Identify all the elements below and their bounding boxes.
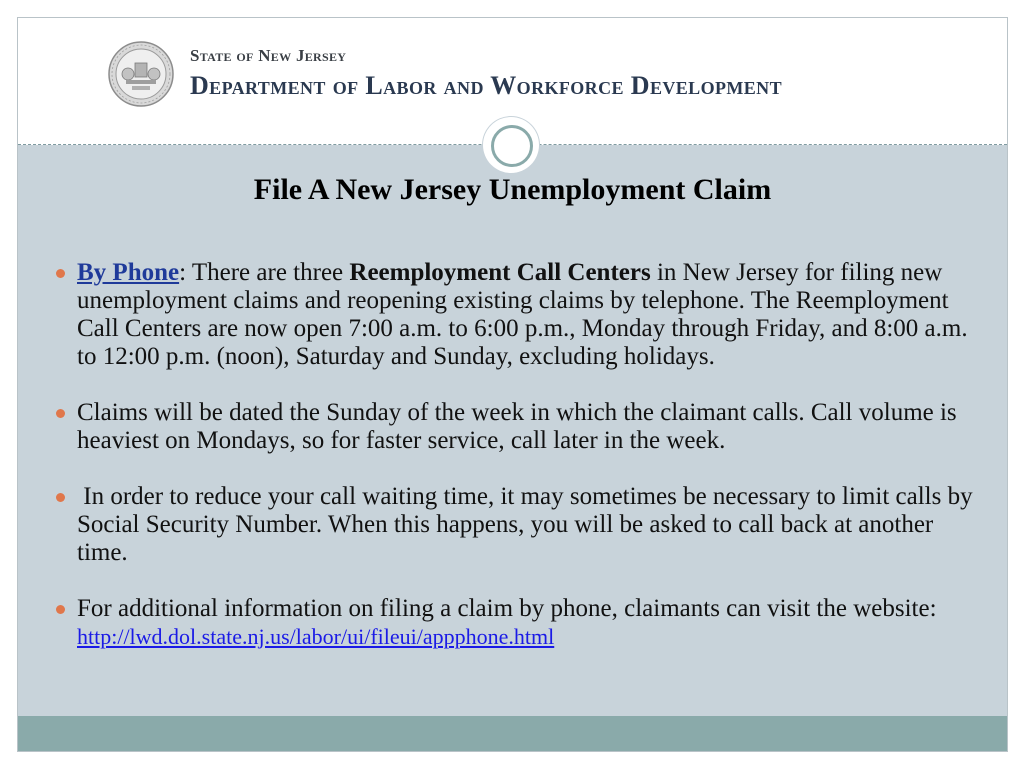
footer-band xyxy=(18,716,1007,751)
bullet-icon xyxy=(56,269,65,278)
list-item xyxy=(56,259,986,371)
header-state-name: State of New Jersey xyxy=(190,46,347,65)
list-item xyxy=(56,595,986,651)
bullet-list xyxy=(56,259,986,651)
bullet-icon xyxy=(56,409,65,418)
list-item xyxy=(56,399,986,455)
divider-circle-inner xyxy=(491,125,533,167)
bullet-text: in New Jersey for filing new unemployment claims and reopening existing claims by telephone. The Reemployment Call Centers are now open 7:00 a.m. to 6:00 p.m., Monday through Friday, and 8:00 a.m. to 12:00 p.m. (noon), Saturday and Sunday, excluding holidays. xyxy=(77,259,968,370)
bullet-text: Claims will be dated the Sunday of the week in which the claimant calls. Call volume is heaviest on Mondays, so for faster service, call later in the week. xyxy=(77,399,957,454)
slide xyxy=(17,17,1008,752)
bullet-separator: : xyxy=(179,259,187,286)
divider-circle-ornament xyxy=(483,117,539,173)
content-panel xyxy=(18,145,1007,716)
header-department-name: Department of Labor and Workforce Development xyxy=(190,71,782,100)
bullet-text: In order to reduce your call waiting time, it may sometimes be necessary to limit calls by Social Security Number. When this happens, you will be asked to call back at another time. xyxy=(77,483,979,566)
list-item xyxy=(56,483,986,567)
bullet-text: There are three xyxy=(186,259,350,286)
bullet-text: For additional information on filing a claim by phone, claimants can visit the website: xyxy=(77,595,937,622)
website-link[interactable]: http://lwd.dol.state.nj.us/labor/ui/fileui/appphone.html xyxy=(77,624,555,649)
bullet-bold-text: Reemployment Call Centers xyxy=(349,259,651,286)
bullet-icon xyxy=(56,605,65,614)
slide-title: File A New Jersey Unemployment Claim xyxy=(253,173,772,206)
nj-state-seal-icon xyxy=(108,41,174,107)
by-phone-link[interactable]: By Phone xyxy=(77,259,180,286)
bullet-icon xyxy=(56,493,65,502)
